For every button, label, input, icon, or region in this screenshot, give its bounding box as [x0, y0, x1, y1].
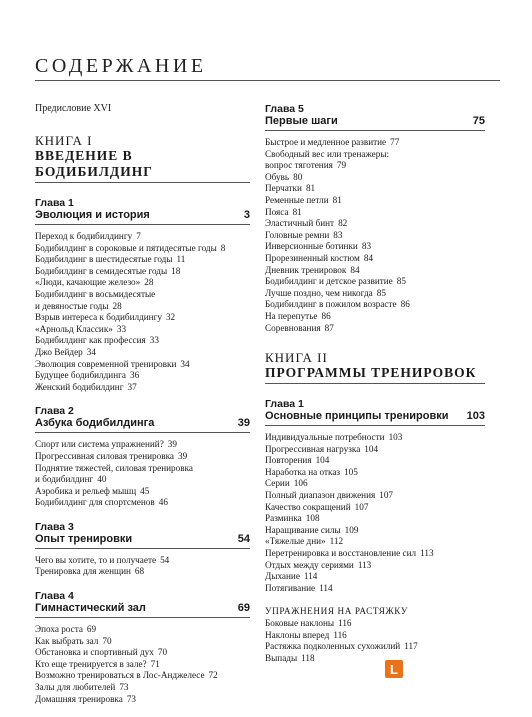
- title-rule: [35, 80, 500, 81]
- toc-entry-text: Наращивание силы: [265, 524, 341, 535]
- toc-entry[interactable]: [35, 486, 250, 498]
- toc-entry-page: 82: [338, 218, 348, 229]
- chapter-title-row[interactable]: [265, 115, 485, 128]
- toc-entry-page: 118: [301, 652, 315, 663]
- chapter-page-number: 3: [243, 209, 250, 221]
- toc-entry[interactable]: [265, 149, 485, 161]
- toc-entry-text: Головные ремни: [265, 229, 330, 240]
- toc-entry[interactable]: [35, 566, 250, 578]
- toc-entry-text: Соревнования: [265, 322, 321, 333]
- chapter-title-row[interactable]: [35, 602, 250, 615]
- toc-entry-page: 70: [157, 647, 168, 658]
- toc-entry-text: Эволюция современной тренировки: [35, 358, 177, 369]
- toc-entry[interactable]: [35, 670, 250, 682]
- toc-entry-text: Женский бодибилдинг: [35, 381, 124, 392]
- book-1-label: КНИГА I: [35, 133, 93, 148]
- toc-entry[interactable]: [265, 548, 485, 560]
- toc-entry[interactable]: [265, 253, 485, 265]
- chapter-title-row[interactable]: [265, 410, 485, 423]
- toc-entry-text: Растяжка подколенных сухожилий: [265, 641, 401, 652]
- toc-entry-page: 117: [404, 641, 418, 652]
- toc-entry[interactable]: [35, 266, 250, 278]
- toc-entry[interactable]: [265, 536, 485, 548]
- toc-entry-page: 107: [354, 501, 369, 512]
- toc-entry-page: 83: [333, 229, 343, 240]
- toc-entry-text: Обстановка и спортивный дух: [35, 647, 154, 658]
- toc-entry-page: 33: [116, 323, 127, 334]
- left-column: [35, 103, 250, 717]
- chapter-page-number: 75: [472, 115, 485, 127]
- chapter-title: Гимнастический зал: [35, 602, 146, 615]
- chapter: [35, 590, 250, 705]
- chapter-title: Первые шаги: [265, 115, 338, 127]
- toc-entry[interactable]: [265, 444, 485, 456]
- book-2-label: КНИГА II: [265, 350, 328, 366]
- toc-entry[interactable]: [35, 659, 250, 671]
- toc-entry-page: 45: [140, 485, 150, 496]
- book-1-rule: [35, 182, 250, 183]
- toc-entry-text: Чего вы хотите, то и получаете: [35, 554, 157, 565]
- chapter-label: Глава 1: [35, 197, 74, 209]
- toc-entry-page: 69: [86, 624, 97, 635]
- toc-entry-text: Наклоны вперед: [265, 629, 330, 640]
- chapter-page-number: 69: [237, 602, 250, 615]
- toc-entry-page: 113: [420, 548, 434, 559]
- toc-entry-text: Бодибилдинг в восьмидесятые: [35, 288, 156, 299]
- toc-entry-text: Переход к бодибилдингу: [35, 231, 133, 241]
- toc-entry-page: 46: [158, 497, 168, 508]
- toc-entry[interactable]: [35, 647, 250, 659]
- toc-entry[interactable]: [35, 497, 250, 509]
- toc-entry-page: 39: [177, 450, 188, 461]
- toc-entry-text: Инверсионные ботинки: [265, 241, 358, 252]
- toc-entry[interactable]: [35, 231, 250, 243]
- toc-entry[interactable]: [35, 694, 250, 706]
- toc-entry-page: 81: [292, 206, 302, 217]
- preface-entry[interactable]: Предисловие XVI: [35, 103, 112, 114]
- publisher-logo: L: [385, 660, 403, 678]
- chapter-page-number: 54: [237, 532, 250, 545]
- toc-entry-page: 108: [305, 513, 320, 524]
- toc-entry[interactable]: [35, 243, 250, 255]
- toc-entry-page: 34: [86, 346, 96, 357]
- toc-entry[interactable]: [35, 301, 250, 313]
- toc-entry[interactable]: [265, 571, 485, 583]
- toc-entry-text: Дневник тренировок: [265, 264, 347, 275]
- book-2-title: ПРОГРАММЫ ТРЕНИРОВОК: [265, 365, 477, 381]
- toc-entry-text: Бодибилдинг в сороковые и пятидесятые годы: [35, 242, 217, 253]
- toc-entry-text: Серии: [265, 478, 290, 489]
- toc-entry[interactable]: [265, 299, 485, 311]
- toc-entry-text: Как выбрать зал: [35, 635, 99, 646]
- toc-entry-text: Индивидуальные потребности: [265, 432, 385, 443]
- toc-entry-text: Прогрессивная нагрузка: [265, 443, 361, 454]
- toc-entry-text: На перепутье: [265, 310, 318, 321]
- toc-entry[interactable]: [265, 241, 485, 253]
- toc-entry-page: 34: [180, 358, 190, 369]
- toc-entry-text: Полный диапазон движения: [265, 490, 376, 501]
- toc-entry-page: 54: [160, 554, 170, 565]
- toc-entry-text: Потягивание: [265, 582, 316, 593]
- chapter-rule: [35, 617, 250, 618]
- toc-entry[interactable]: [35, 289, 250, 301]
- toc-entry[interactable]: [35, 624, 250, 636]
- toc-entry-text: Прорезиненный костюм: [265, 252, 360, 263]
- chapter-rule: [35, 224, 250, 225]
- toc-entry[interactable]: [265, 183, 485, 195]
- chapter-title-row[interactable]: [35, 533, 250, 546]
- toc-entry-text: вопрос тяготения: [265, 160, 333, 171]
- toc-entry-text: Бодибилдинг и детское развитие: [265, 276, 393, 287]
- toc-entry-page: 84: [363, 252, 374, 263]
- toc-entry[interactable]: [265, 653, 485, 665]
- toc-entry-page: 85: [396, 276, 406, 287]
- toc-entry-page: 36: [129, 370, 140, 381]
- toc-entry-page: 73: [126, 693, 137, 704]
- toc-entry-text: «Арнольд Классик»: [35, 323, 113, 334]
- toc-entry-text: Перетренировка и восстановление сил: [265, 548, 417, 559]
- toc-entry[interactable]: [265, 560, 485, 572]
- toc-entry[interactable]: [35, 347, 250, 359]
- toc-entry[interactable]: [265, 195, 485, 207]
- toc-entry-text: Наработка на отказ: [265, 466, 341, 477]
- toc-entry-page: 73: [119, 682, 129, 693]
- chapter-label: Глава 1: [265, 398, 304, 411]
- toc-entry-text: «Люди, качающие железо»: [35, 277, 141, 288]
- toc-entry-text: Домашняя тренировка: [35, 693, 123, 704]
- toc-entry[interactable]: [265, 467, 485, 479]
- toc-entry[interactable]: [265, 513, 485, 525]
- toc-entry[interactable]: [265, 207, 485, 219]
- toc-entry-text: Качество сокращений: [265, 501, 351, 512]
- chapter: [35, 405, 250, 509]
- toc-entry-page: 79: [336, 160, 347, 171]
- toc-entry-page: 8: [220, 242, 226, 253]
- toc-entry-page: 87: [324, 322, 334, 333]
- toc-entry[interactable]: [35, 277, 250, 289]
- toc-entry-page: 70: [102, 635, 112, 646]
- chapter-page-number: 103: [466, 410, 485, 423]
- toc-entry-page: 39: [167, 439, 177, 450]
- toc-entry[interactable]: [35, 451, 250, 463]
- toc-entry-text: Свободный вес или тренажеры:: [265, 148, 390, 159]
- toc-entry-page: 106: [293, 478, 308, 489]
- toc-entry-text: Отдых между сериями: [265, 559, 354, 570]
- toc-entry[interactable]: [35, 312, 250, 324]
- chapter-label: Глава 5: [265, 103, 304, 115]
- toc-entry-text: Бодибилдинг в шестидесятые годы: [35, 254, 173, 265]
- toc-entry-page: 18: [171, 265, 181, 276]
- toc-entry[interactable]: [35, 439, 250, 451]
- toc-entry[interactable]: [35, 370, 250, 382]
- toc-entry-text: Перчатки: [265, 183, 302, 194]
- toc-entry-page: 33: [149, 335, 159, 346]
- toc-entry[interactable]: [265, 630, 485, 642]
- toc-entry[interactable]: [265, 432, 485, 444]
- toc-entry-page: 71: [150, 658, 160, 669]
- toc-entry[interactable]: [265, 230, 485, 242]
- toc-entry-page: 112: [329, 536, 344, 547]
- toc-entry-page: 77: [390, 137, 400, 147]
- toc-entry-page: 68: [134, 566, 145, 577]
- chapter-label: Глава 3: [35, 520, 74, 533]
- toc-entry-page: 104: [364, 443, 379, 454]
- toc-entry-page: 32: [165, 312, 176, 323]
- chapter: [265, 103, 485, 334]
- toc-entry-text: Взрыв интереса к бодибилдингу: [35, 312, 162, 323]
- toc-entry-page: 28: [144, 277, 154, 288]
- toc-entry-page: 11: [176, 254, 186, 265]
- toc-entry[interactable]: [265, 478, 485, 490]
- toc-entry[interactable]: [265, 218, 485, 230]
- toc-entry-text: Аэробика и рельеф мышц: [35, 485, 137, 496]
- chapter-title: Основные принципы тренировки: [265, 410, 449, 423]
- toc-entry-page: 80: [293, 171, 303, 182]
- toc-entry[interactable]: [265, 172, 485, 184]
- toc-entry-text: Спорт или система упражнений?: [35, 439, 164, 450]
- chapter: [265, 398, 485, 594]
- toc-entry-text: Поднятие тяжестей, силовая тренировка: [35, 462, 193, 473]
- toc-entry[interactable]: [265, 525, 485, 537]
- toc-entry[interactable]: [35, 382, 250, 394]
- toc-entry[interactable]: [265, 618, 485, 630]
- toc-entry[interactable]: [265, 502, 485, 514]
- toc-entry-text: Джо Вейдер: [35, 346, 83, 357]
- chapter-label: Глава 4: [35, 590, 74, 603]
- toc-entry-text: Обувь: [265, 171, 290, 182]
- toc-entry-text: Возможно тренироваться в Лос-Анджелесе: [35, 670, 205, 681]
- toc-entry-page: 81: [305, 183, 316, 194]
- chapter-label: Глава 2: [35, 405, 74, 418]
- toc-entry[interactable]: [35, 474, 250, 486]
- toc-entry-text: Повторения: [265, 455, 312, 466]
- chapter-title-row[interactable]: [35, 417, 250, 430]
- toc-entry-text: Кто еще тренируется в зале?: [35, 658, 147, 669]
- toc-entry-text: Ременные петли: [265, 194, 329, 205]
- toc-entry-text: и девяностые годы: [35, 300, 109, 311]
- toc-entry[interactable]: [265, 160, 485, 172]
- toc-entry-text: Залы для любителей: [35, 682, 116, 693]
- toc-entry-text: Пояса: [265, 206, 289, 217]
- chapter-rule: [265, 130, 485, 131]
- toc-entry-text: Бодибилдинг как профессия: [35, 335, 146, 346]
- right-column: [265, 103, 485, 664]
- chapter-rule: [35, 432, 250, 433]
- toc-entry[interactable]: [265, 323, 485, 335]
- toc-entry-page: 40: [97, 474, 107, 485]
- toc-entry[interactable]: [35, 359, 250, 371]
- toc-entry-text: Быстрое и медленное развитие: [265, 137, 387, 147]
- toc-entry-page: 114: [319, 582, 333, 593]
- page-title: СОДЕРЖАНИЕ: [35, 55, 207, 77]
- toc-entry-text: Бодибилдинг в семидесятые годы: [35, 265, 168, 276]
- toc-entry[interactable]: [265, 288, 485, 300]
- toc-entry-page: 37: [127, 381, 137, 392]
- toc-entry-text: Прогрессивная силовая тренировка: [35, 450, 174, 461]
- toc-entry-text: и бодибилдинг: [35, 474, 94, 485]
- toc-entry-text: Боковые наклоны: [265, 618, 335, 628]
- toc-entry-text: Бодибилдинг в пожилом возрасте: [265, 299, 397, 310]
- toc-entry-text: Бодибилдинг для спортсменов: [35, 497, 155, 508]
- toc-entry-text: Эпоха роста: [35, 624, 83, 635]
- chapter: [35, 521, 250, 578]
- toc-entry-page: 84: [350, 264, 360, 275]
- toc-entry[interactable]: [35, 254, 250, 266]
- toc-entry[interactable]: [265, 276, 485, 288]
- chapter-title: Опыт тренировки: [35, 532, 133, 545]
- toc-entry-page: 28: [112, 300, 122, 311]
- book-1-title: ВВЕДЕНИЕ В БОДИБИЛДИНГ: [35, 148, 153, 179]
- toc-entry-text: «Тяжелые дни»: [265, 536, 326, 547]
- chapter-title: Азбука бодибилдинга: [35, 417, 155, 430]
- chapter: [35, 197, 250, 393]
- chapter-title-row[interactable]: [35, 209, 250, 222]
- toc-entry[interactable]: [35, 324, 250, 336]
- toc-entry-page: 104: [315, 455, 330, 466]
- toc-entry[interactable]: [265, 455, 485, 467]
- toc-entry-page: 86: [321, 310, 331, 321]
- toc-entry-page: 113: [357, 559, 372, 570]
- toc-entry-text: Дыхание: [265, 571, 300, 582]
- toc-entry-page: 116: [333, 629, 347, 640]
- toc-entry-page: 81: [332, 194, 342, 205]
- toc-entry[interactable]: [265, 490, 485, 502]
- toc-entry-page: 83: [361, 241, 372, 252]
- toc-entry[interactable]: [265, 311, 485, 323]
- stretch-heading: УПРАЖНЕНИЯ НА РАСТЯЖКУ: [265, 606, 408, 617]
- toc-entry-page: 103: [388, 432, 403, 443]
- toc-entry[interactable]: [35, 555, 250, 567]
- toc-entry-page: 109: [344, 524, 359, 535]
- toc-entry[interactable]: [35, 682, 250, 694]
- chapter-rule: [265, 425, 485, 426]
- toc-entry-page: 86: [400, 299, 410, 310]
- toc-entry-text: Выпады: [265, 652, 298, 663]
- toc-entry-page: 105: [344, 466, 358, 477]
- chapter-page-number: 39: [237, 417, 250, 430]
- toc-entry[interactable]: [35, 463, 250, 475]
- toc-entry-text: Тренировка для женщин: [35, 566, 131, 577]
- toc-entry[interactable]: [265, 137, 485, 149]
- chapter-rule: [35, 548, 250, 549]
- toc-entry-text: Эластичный бинт: [265, 218, 335, 229]
- chapter-title: Эволюция и история: [35, 209, 150, 221]
- book-2-rule: [265, 383, 485, 384]
- toc-entry-page: 85: [376, 287, 386, 298]
- toc-entry[interactable]: [265, 641, 485, 653]
- toc-entry-page: 114: [303, 571, 318, 582]
- toc-entry-text: Будущее бодибилдинга: [35, 370, 126, 381]
- toc-entry-page: 116: [338, 618, 352, 628]
- toc-entry-page: 72: [208, 670, 218, 681]
- toc-entry-text: Лучше поздно, чем никогда: [265, 287, 373, 298]
- toc-entry-page: 107: [379, 490, 393, 501]
- toc-entry[interactable]: [35, 335, 250, 347]
- toc-entry-text: Разминка: [265, 513, 302, 524]
- toc-entry[interactable]: [265, 583, 485, 595]
- toc-entry[interactable]: [265, 265, 485, 277]
- toc-entry[interactable]: [35, 636, 250, 648]
- toc-entry-page: 7: [136, 231, 141, 241]
